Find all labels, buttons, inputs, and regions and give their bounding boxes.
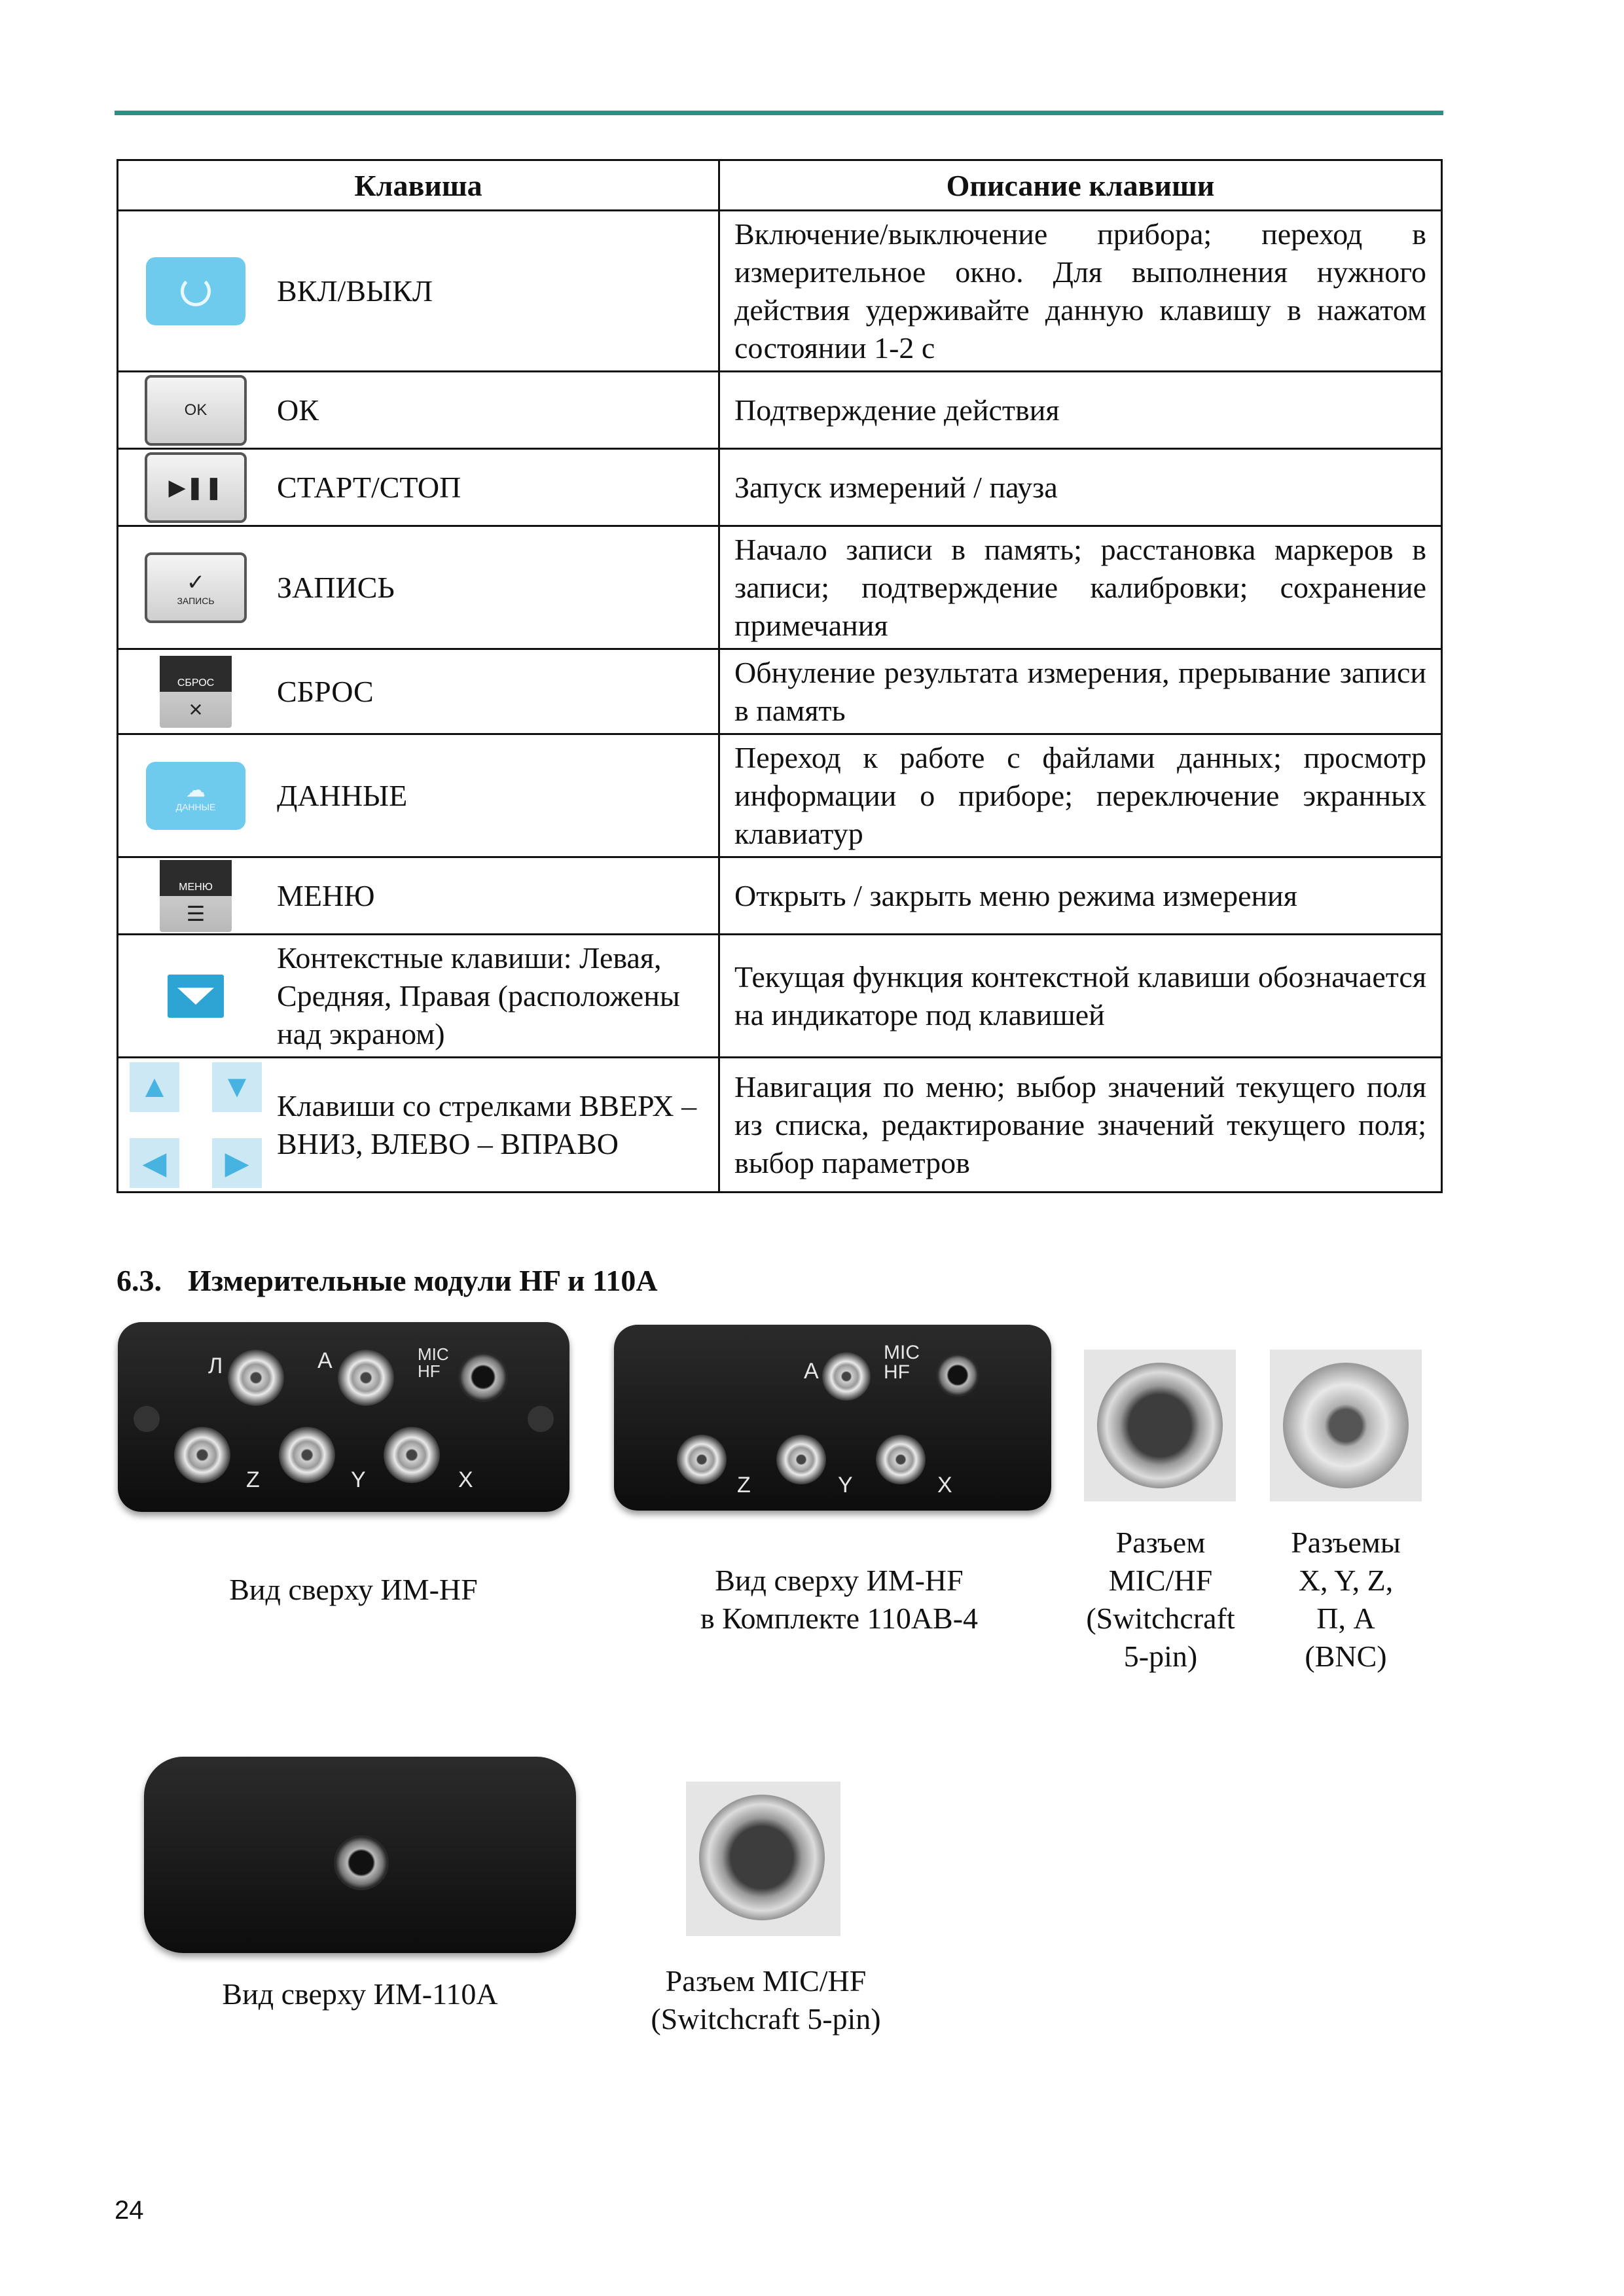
section-number: 6.3. xyxy=(117,1264,162,1297)
table-row xyxy=(118,372,1442,449)
table-header-row xyxy=(118,160,1442,211)
table-row xyxy=(118,734,1442,857)
table-row xyxy=(118,211,1442,372)
caption-a110-top: Вид сверху ИМ-110А xyxy=(222,1977,498,2011)
ok-key-icon: OK xyxy=(145,375,247,446)
table-row xyxy=(118,649,1442,734)
key-name: ОК xyxy=(277,393,319,427)
mic-connector-photo-2 xyxy=(686,1782,840,1936)
arrow-left-icon: ◀ xyxy=(130,1138,179,1188)
menu-key-icon: МЕНЮ ☰ xyxy=(160,860,232,932)
bnc-connector-icon xyxy=(279,1427,335,1483)
key-name: МЕНЮ xyxy=(277,878,375,912)
bnc-connector-icon xyxy=(384,1427,440,1483)
bnc-connector-icon xyxy=(338,1350,394,1406)
mic-connector-icon xyxy=(936,1354,979,1397)
arrow-keys-icon xyxy=(130,1062,262,1188)
key-description: Подтверждение действия xyxy=(719,372,1442,449)
key-description: Открыть / закрыть меню режима измерения xyxy=(719,857,1442,935)
key-description: Обнуление результата измерения, прерывание записи в память xyxy=(719,649,1442,734)
table-row xyxy=(118,857,1442,935)
kit-module-photo: A MIC HF Z Y X xyxy=(614,1325,1051,1511)
arrow-down-icon: ▼ xyxy=(212,1062,262,1112)
mic-connector-icon xyxy=(458,1352,508,1402)
key-description: Переход к работе с файлами данных; просмотр информации о приборе; переключение экранных клавиатур xyxy=(719,734,1442,857)
key-name: СТАРТ/СТОП xyxy=(277,470,461,504)
key-description: Навигация по меню; выбор значений текущего поля из списка, редактирование значений текущего поля; выбор параметров xyxy=(719,1058,1442,1193)
data-key-icon: ☁ ДАННЫЕ xyxy=(146,762,245,830)
key-name: Клавиши со стрелками ВВЕРХ – ВНИЗ, ВЛЕВО – ВПРАВО xyxy=(277,1088,697,1160)
caption-mic-connector-2: Разъем MIC/HF (Switchcraft 5-pin) xyxy=(651,1964,881,2036)
arrow-up-icon: ▲ xyxy=(130,1062,179,1112)
section-title: Измерительные модули HF и 110A xyxy=(188,1264,658,1297)
caption-bnc-connector: Разъемы X, Y, Z, П, А (BNC) xyxy=(1291,1526,1401,1673)
header-rule xyxy=(115,111,1443,115)
record-key-icon: ✓ ЗАПИСЬ xyxy=(145,552,247,623)
key-description: Текущая функция контекстной клавиши обозначается на индикаторе под клавишей xyxy=(719,935,1442,1058)
key-description: Включение/выключение прибора; переход в измерительное окно. Для выполнения нужного действия удерживайте данную клавишу в нажатом состоянии 1-2 с xyxy=(719,211,1442,372)
table-row xyxy=(118,526,1442,649)
mic-connector-icon xyxy=(334,1835,389,1890)
caption-hf-top: Вид сверху ИМ-HF xyxy=(229,1573,478,1606)
bnc-connector-icon xyxy=(1283,1363,1409,1488)
bnc-connector-icon xyxy=(677,1435,727,1484)
page-number: 24 xyxy=(115,2196,144,2225)
context-key-icon xyxy=(168,975,224,1018)
key-name: ДАННЫЕ xyxy=(277,778,408,812)
caption-mic-connector: Разъем MIC/HF (Switchcraft 5-pin) xyxy=(1086,1526,1235,1673)
key-name: Контекстные клавиши: Левая, Средняя, Правая (расположены над экраном) xyxy=(277,941,680,1050)
mic-connector-photo xyxy=(1084,1350,1236,1501)
header-key: Клавиша xyxy=(118,160,719,211)
bnc-connector-photo xyxy=(1270,1350,1422,1501)
arrow-right-icon: ▶ xyxy=(212,1138,262,1188)
bnc-connector-icon xyxy=(822,1352,871,1401)
hf-module-photo: Л A MIC HF Z Y X xyxy=(118,1322,569,1512)
table-row xyxy=(118,935,1442,1058)
key-name: ЗАПИСЬ xyxy=(277,570,395,604)
key-name: ВКЛ/ВЫКЛ xyxy=(277,274,433,308)
play-pause-icon: ▶❚❚ xyxy=(145,452,247,523)
bnc-connector-icon xyxy=(174,1427,230,1483)
power-icon xyxy=(146,257,245,325)
bnc-connector-icon xyxy=(876,1435,926,1484)
table-row xyxy=(118,1058,1442,1193)
table-row xyxy=(118,449,1442,526)
caption-kit-top: Вид сверху ИМ-HF в Комплекте 110АВ-4 xyxy=(700,1564,979,1635)
mic-connector-icon xyxy=(1097,1363,1223,1488)
bnc-connector-icon xyxy=(776,1435,826,1484)
header-description: Описание клавиши xyxy=(719,160,1442,211)
key-name: СБРОС xyxy=(277,674,374,708)
bnc-connector-icon xyxy=(228,1350,284,1406)
mic-connector-icon xyxy=(699,1795,825,1920)
a110-module-photo xyxy=(144,1757,576,1953)
key-description: Начало записи в память; расстановка маркеров в записи; подтверждение калибровки; сохранение примечания xyxy=(719,526,1442,649)
section-heading xyxy=(117,1263,658,1298)
key-description: Запуск измерений / пауза xyxy=(719,449,1442,526)
keys-table xyxy=(117,159,1443,1193)
reset-key-icon: СБРОС × xyxy=(160,656,232,728)
